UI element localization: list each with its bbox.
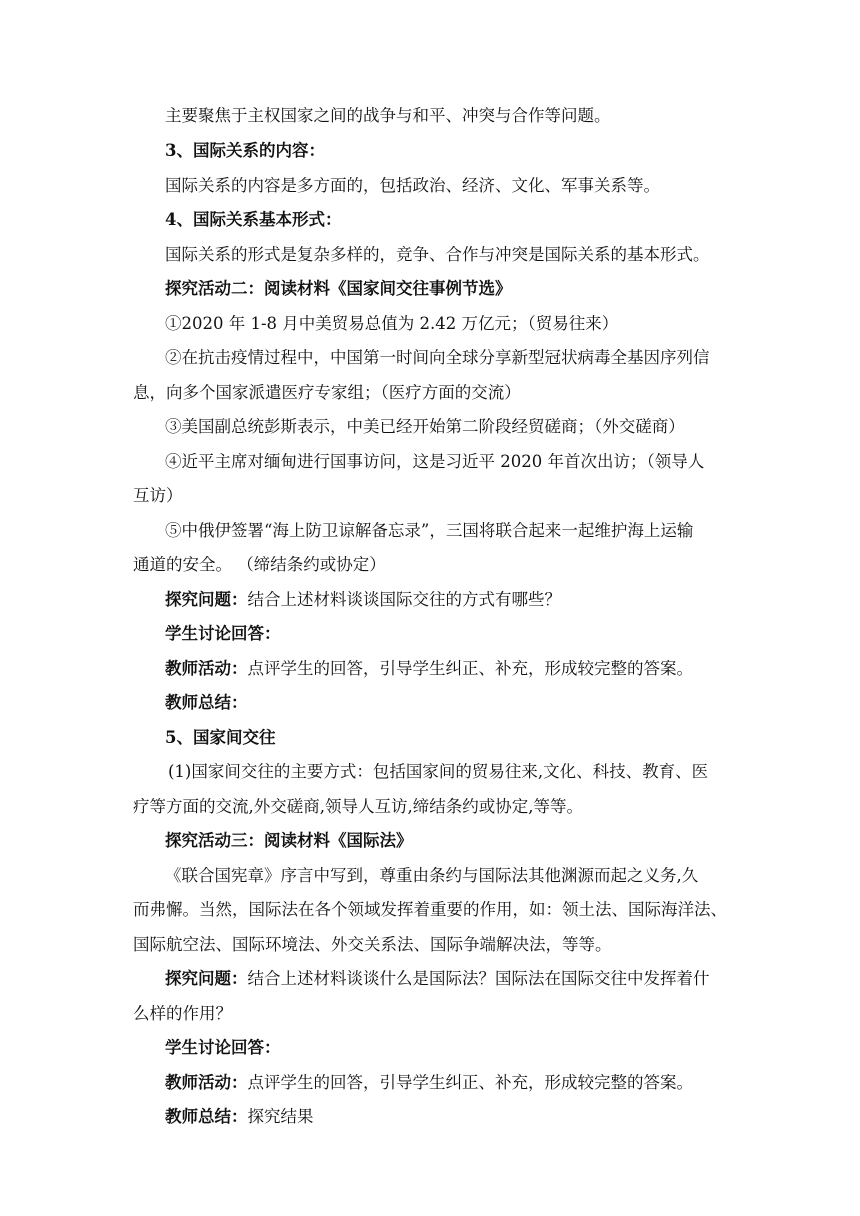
question-label: 探究问题： [165, 590, 248, 609]
question-line [0, 588, 860, 612]
activity-heading: 探究活动二：阅读材料《国家间交往事例节选》 [165, 279, 512, 298]
paragraph-line: 么样的作用？ [133, 1004, 232, 1023]
teacher-activity-label: 教师活动： [165, 659, 248, 678]
paragraph-line: ⑤中俄伊签署“海上防卫谅解备忘录”，三国将联合起来一起维护海上运输 [165, 521, 694, 540]
teacher-activity-line [0, 1071, 860, 1095]
paragraph-line: 国际关系的形式是复杂多样的，竞争、合作与冲突是国际关系的基本形式。 [165, 245, 710, 264]
paragraph-line: 国际关系的内容是多方面的，包括政治、经济、文化、军事关系等。 [165, 176, 660, 195]
paragraph-line: 通道的安全。 （缔结条约或协定） [133, 555, 386, 574]
teacher-summary-label: 教师总结： [165, 1107, 248, 1126]
question-label: 探究问题： [165, 969, 248, 988]
paragraph-line: ④近平主席对缅甸进行国事访问，这是习近平 2020 年首次出访；（领导人 [165, 452, 705, 471]
paragraph-line: ①2020 年 1-8 月中美贸易总值为 2.42 万亿元；（贸易往来） [165, 314, 619, 333]
paragraph-line: 主要聚焦于主权国家之间的战争与和平、冲突与合作等问题。 [165, 106, 611, 125]
section-heading: 5、国家间交往 [165, 728, 276, 747]
paragraph-line: 而弗懈。当然，国际法在各个领域发挥着重要的作用，如：领土法、国际海洋法、 [133, 900, 727, 919]
paragraph-line: 互访） [133, 486, 183, 505]
student-discussion-label: 学生讨论回答： [165, 1038, 281, 1057]
teacher-activity-text: 点评学生的回答，引导学生纠正、补充，形成较完整的答案。 [247, 1073, 693, 1092]
paragraph-line: ②在抗击疫情过程中，中国第一时间向全球分享新型冠状病毒全基因序列信 [165, 348, 710, 367]
teacher-activity-line [0, 657, 860, 681]
section-heading: 4、国际关系基本形式： [165, 210, 342, 229]
teacher-activity-label: 教师活动： [165, 1073, 248, 1092]
teacher-summary-text: 探究结果 [247, 1107, 314, 1126]
question-text: 结合上述材料谈谈什么是国际法？国际法在国际交往中发挥着什 [247, 969, 710, 988]
section-heading: 3、国际关系的内容： [165, 141, 325, 160]
paragraph-line: 国际航空法、国际环境法、外交关系法、国际争端解决法，等等。 [133, 935, 612, 954]
student-discussion-label: 学生讨论回答： [165, 624, 281, 643]
question-text: 结合上述材料谈谈国际交往的方式有哪些？ [247, 590, 561, 609]
paragraph-line: (1)国家间交往的主要方式：包括国家间的贸易往来,文化、科技、教育、医 [168, 762, 709, 781]
question-line [0, 967, 860, 991]
paragraph-line: 息，向多个国家派遣医疗专家组；（医疗方面的交流） [133, 383, 521, 402]
teacher-summary-line [0, 1105, 860, 1129]
paragraph-line: 《联合国宪章》序言中写到，尊重由条约与国际法其他渊源而起之义务,久 [165, 866, 699, 885]
teacher-activity-text: 点评学生的回答，引导学生纠正、补充，形成较完整的答案。 [247, 659, 693, 678]
teacher-summary-label: 教师总结： [165, 693, 248, 712]
paragraph-line: 疗等方面的交流,外交磋商,领导人互访,缔结条约或协定,等等。 [133, 797, 583, 816]
activity-heading: 探究活动三：阅读材料《国际法》 [165, 831, 413, 850]
paragraph-line: ③美国副总统彭斯表示，中美已经开始第二阶段经贸磋商；（外交磋商） [165, 417, 685, 436]
